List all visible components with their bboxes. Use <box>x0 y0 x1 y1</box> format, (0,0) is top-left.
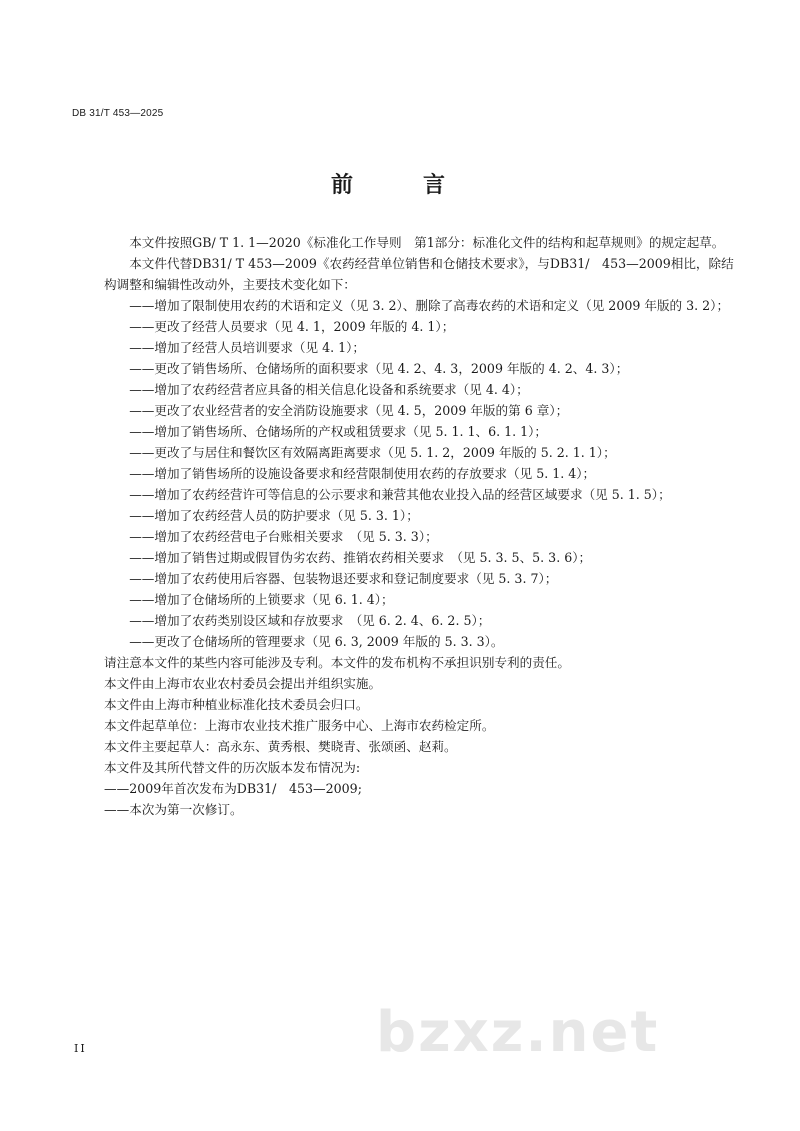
paragraph: 本文件按照GB/ T 1. 1—2020《标准化工作导则 第1部分：标准化文件的结构和起草规则》的规定起草。 <box>129 235 725 250</box>
list-item: ——增加了农药经营许可等信息的公示要求和兼营其他农业投入品的经营区域要求（见 5. 1. 5）； <box>129 487 671 502</box>
list-item: ——更改了与居住和餐饮区有效隔离距离要求（见 5. 1. 2，2009 年版的 5. 2. 1. 1）； <box>129 445 616 460</box>
change-list <box>104 295 734 652</box>
list-item: ——更改了仓储场所的管理要求（见 6. 3, 2009 年版的 5. 3. 3）。 <box>129 634 504 649</box>
document-code: DB 31/T 453—2025 <box>72 108 164 119</box>
closing-line: 本文件主要起草人：高永东、黄秀根、樊晓青、张颂函、赵莉。 <box>104 739 457 754</box>
page-title: 前 言 <box>330 172 469 198</box>
closing-line: 本文件由上海市种植业标准化技术委员会归口。 <box>104 697 369 712</box>
list-item: ——增加了销售过期或假冒伪劣农药、推销农药相关要求 （见 5. 3. 5、5. 3. 6）； <box>129 550 592 565</box>
list-item: ——增加了农药使用后容器、包装物退还要求和登记制度要求（见 5. 3. 7）； <box>129 571 558 586</box>
paragraph: 本文件代替DB31/ T 453—2009《农药经营单位销售和仓储技术要求》，与DB31/ 453—2009相比，除结构调整和编辑性改动外，主要技术变化如下： <box>104 256 734 292</box>
closing-line: 本文件由上海市农业农村委员会提出并组织实施。 <box>104 676 382 691</box>
closing-line: 请注意本文件的某些内容可能涉及专利。本文件的发布机构不承担识别专利的责任。 <box>104 655 570 670</box>
watermark: bzxz.net <box>376 1000 660 1065</box>
list-item: ——增加了仓储场所的上锁要求（见 6. 1. 4）； <box>129 592 394 607</box>
list-item: ——更改了农业经营者的安全消防设施要求（见 4. 5，2009 年版的第 6 章）； <box>129 403 569 418</box>
closing-line: 本文件起草单位：上海市农业技术推广服务中心、上海市农药检定所。 <box>104 718 495 733</box>
list-item: ——增加了销售场所、仓储场所的产权或租赁要求（见 5. 1. 1、6. 1. 1）； <box>129 424 548 439</box>
page-number: II <box>74 1042 87 1055</box>
list-item: ——增加了销售场所的设施设备要求和经营限制使用农药的存放要求（见 5. 1. 4）； <box>129 466 596 481</box>
list-item: ——增加了限制使用农药的术语和定义（见 3. 2）、删除了高毒农药的术语和定义（见 2009 年版的 3. 2）； <box>129 298 730 313</box>
list-item: ——增加了农药经营者应具备的相关信息化设备和系统要求（见 4. 4）； <box>129 382 529 397</box>
list-item: ——更改了销售场所、仓储场所的面积要求（见 4. 2、4. 3，2009 年版的 4. 2、4. 3）； <box>129 361 629 376</box>
closing-line: 本文件及其所代替文件的历次版本发布情况为: <box>104 760 361 775</box>
document-body <box>104 232 734 820</box>
history-item: ——2009年首次发布为DB31/ 453—2009; <box>104 781 362 796</box>
list-item: ——增加了农药类别设区域和存放要求 （见 6. 2. 4、6. 2. 5）； <box>129 613 491 628</box>
list-item: ——增加了经营人员培训要求（见 4. 1）； <box>129 340 366 355</box>
list-item: ——增加了农药经营电子台账相关要求 （见 5. 3. 3）； <box>129 529 438 544</box>
list-item: ——更改了经营人员要求（见 4. 1，2009 年版的 4. 1）； <box>129 319 455 334</box>
list-item: ——增加了农药经营人员的防护要求（见 5. 3. 1）； <box>129 508 419 523</box>
history-item: ——本次为第一次修订。 <box>104 802 243 817</box>
